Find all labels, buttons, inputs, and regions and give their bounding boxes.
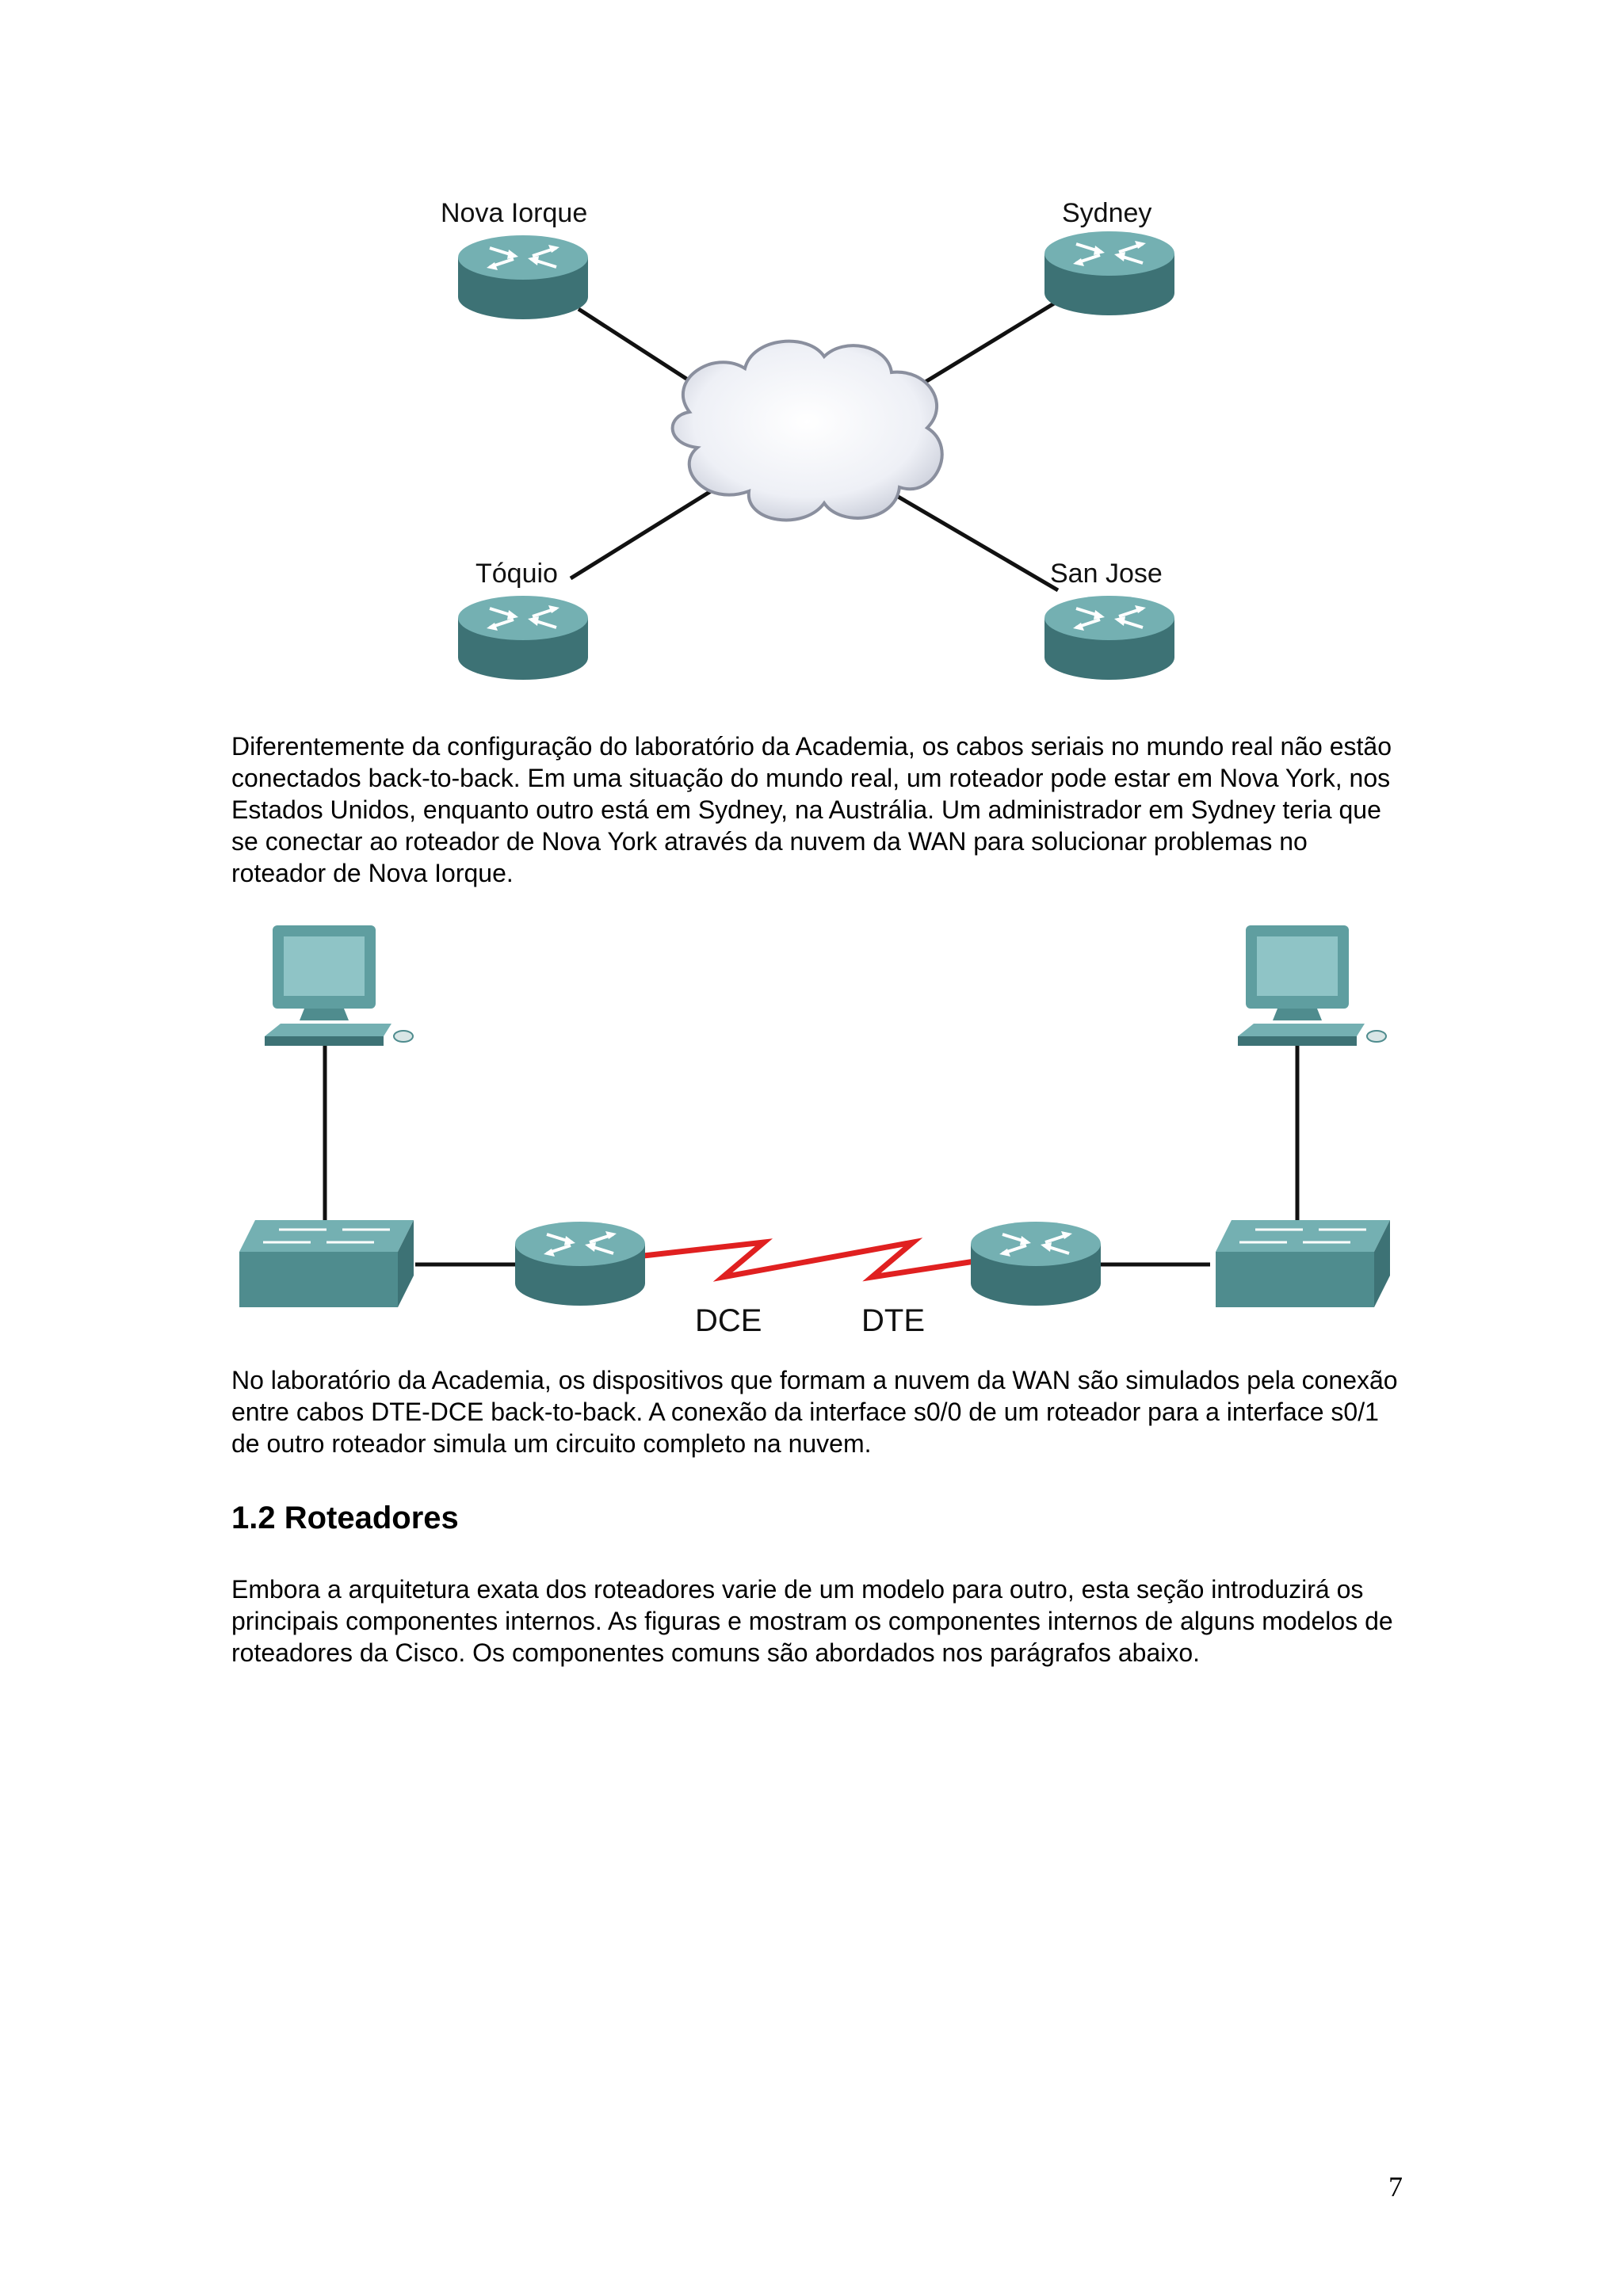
router-sydney — [1044, 231, 1174, 315]
label-dte: DTE — [861, 1303, 925, 1338]
switch-left — [239, 1220, 414, 1307]
router-toquio — [458, 596, 588, 680]
paragraph-lab-simulation: No laboratório da Academia, os dispositivos que formam a nuvem da WAN são simulados pela conexão entre cabos DTE-DCE back-to-back. A conexão da interface s0/0 de um roteador para a interface s0/1 de outro roteador simula um circuito completo na nuvem. — [231, 1366, 1398, 1458]
router-san-jose — [1044, 596, 1174, 680]
link-toquio — [571, 487, 717, 578]
link-san-jose — [896, 495, 1058, 590]
label-sydney: Sydney — [1062, 198, 1152, 228]
pc-right — [1238, 925, 1386, 1046]
pc-left — [265, 925, 413, 1046]
label-dce: DCE — [695, 1303, 762, 1338]
paragraph-router-components: Embora a arquitetura exata dos roteadores varie de um modelo para outro, esta seção introduzirá os principais componentes internos. As figuras e mostram os componentes internos de alguns modelos de roteadores da Cisco. Os componentes comuns são abordados nos parágrafos abaixo. — [231, 1575, 1393, 1667]
wan-cloud — [673, 341, 942, 521]
page-number: 7 — [1388, 2171, 1403, 2203]
label-san-jose: San Jose — [1050, 559, 1163, 589]
switch-right — [1216, 1220, 1390, 1307]
section-heading: 1.2 Roteadores — [231, 1501, 459, 1535]
router-nova-iorque — [458, 235, 588, 319]
label-toquio: Tóquio — [475, 559, 558, 589]
router-dce — [515, 1222, 645, 1306]
serial-link — [643, 1242, 975, 1277]
label-nova-iorque: Nova Iorque — [441, 198, 588, 228]
router-dte — [971, 1222, 1101, 1306]
wan-cloud-diagram — [412, 174, 1220, 697]
paragraph-real-world-serial: Diferentemente da configuração do laboratório da Academia, os cabos seriais no mundo real não estão conectados back-to-back. Em uma situação do mundo real, um roteador pode estar em Nova York, nos Estados Unidos, enquanto outro está em Sydney, na Austrália. Um administrador em Sydney teria que se conectar ao roteador de Nova York através da nuvem da WAN para solucionar problemas no roteador de Nova Iorque. — [231, 732, 1392, 887]
lab-topology-diagram — [231, 919, 1396, 1347]
